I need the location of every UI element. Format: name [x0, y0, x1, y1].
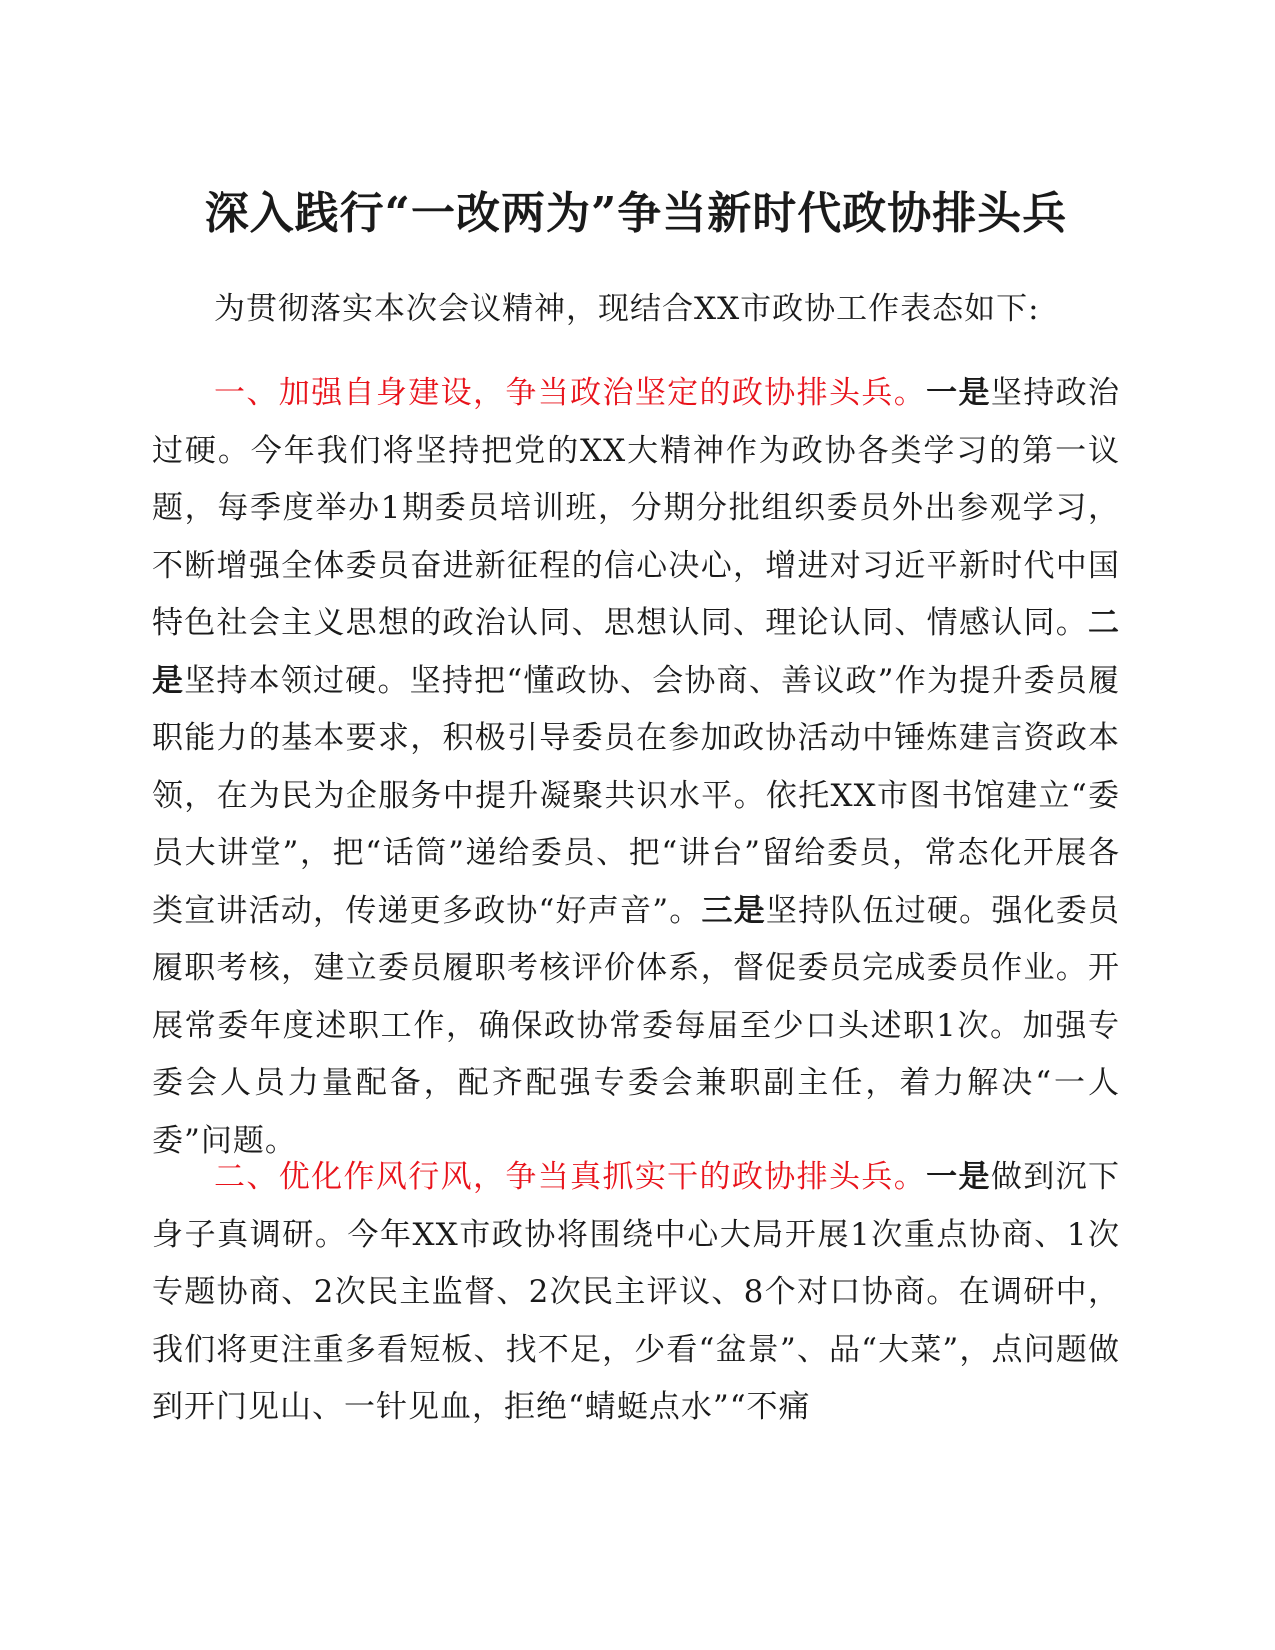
section-1-text-1: 坚持政治过硬。今年我们将坚持把党的XX大精神作为政协各类学习的第一议题，每季度举办1期委员培训班，分期分批组织委员外出参观学习，不断增强全体委员奋进新征程的信心决心，增进对习近平新时代中国特色社会主义思想的政治认同、思想认同、理论认同、情感认同。	[152, 375, 1121, 641]
section-2-paragraph	[152, 1149, 1120, 1437]
section-1-text-3: 坚持队伍过硬。强化委员履职考核，建立委员履职考核评价体系，督促委员完成委员作业。开展常委年度述职工作，确保政协常委每届至少口头述职1次。加强专委会人员力量配备，配齐配强专委会兼职副主任，着力解决“一人委”问题。	[152, 892, 1121, 1159]
intro-paragraph	[152, 281, 1120, 339]
section-2-heading: 二、优化作风行风，争当真抓实干的政协排头兵。	[214, 1159, 927, 1195]
section-2-text-1: 做到沉下身子真调研。今年XX市政协将围绕中心大局开展1次重点协商、1次专题协商、2次民主监督、2次民主评议、8个对口协商。在调研中，我们将更注重多看短板、找不足，少看“盆景”、品“大菜”，点问题做到开门见山、一针见血，拒绝“蜻蜓点水”“不痛	[152, 1159, 1121, 1425]
section-1-lead-2: 二是	[152, 605, 1120, 699]
document-title: 深入践行“一改两为”争当新时代政协排头兵	[204, 188, 1068, 239]
section-1-lead-3: 三是	[701, 892, 766, 929]
section-1-lead-1: 一是	[926, 375, 991, 411]
section-1-heading: 一、加强自身建设，争当政治坚定的政协排头兵。	[214, 375, 927, 411]
section-2-lead-1: 一是	[926, 1159, 991, 1195]
section-1-paragraph	[152, 365, 1120, 1170]
intro-text: 为贯彻落实本次会议精神，现结合XX市政协工作表态如下:	[214, 291, 1040, 327]
section-1-text-2: 坚持本领过硬。坚持把“懂政协、会协商、善议政”作为提升委员履职能力的基本要求，积极引导委员在参加政协活动中锤炼建言资政本领，在为民为企服务中提升凝聚共识水平。依托XX市图书馆建立“委员大讲堂”，把“话筒”递给委员、把“讲台”留给委员，常态化开展各类宣讲活动，传递更多政协“好声音”。	[152, 662, 1120, 929]
